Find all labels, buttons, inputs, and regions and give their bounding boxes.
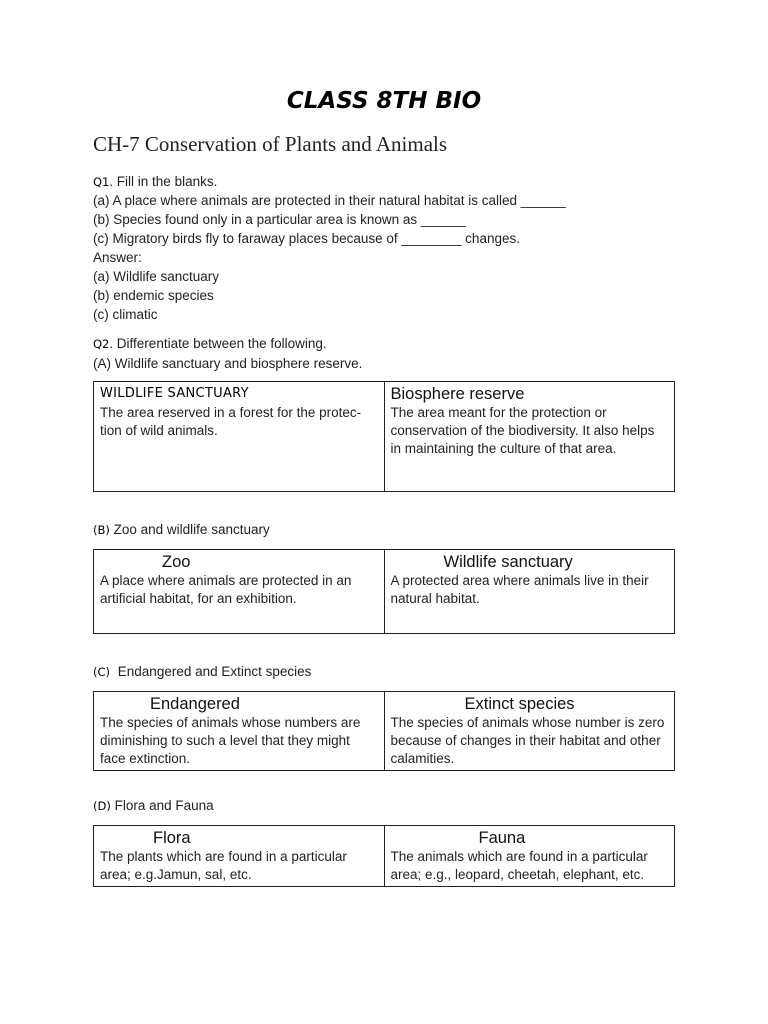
table-c-left-title: Endangered [150,695,240,713]
section-c-heading [93,662,311,682]
table-b-left-text: A place where animals are protected in an artificial habitat, for an exhibition. [100,573,352,606]
table-a-right-title: Biosphere reserve [390,385,525,403]
chapter-heading: CH-7 Conservation of Plants and Animals [93,132,448,156]
section-d-title: Flora and Fauna [114,798,214,813]
table-d-right-title: Fauna [478,829,526,847]
comparison-table-c [93,691,675,771]
table-d-right-cell [384,826,675,887]
q1-label: Q1. [93,175,114,189]
table-b-right-title: Wildlife sanctuary [443,553,573,571]
section-a-title: Wildlife sanctuary and biosphere reserve. [114,356,363,371]
q2-label: Q2. [93,337,114,351]
table-a-left-text: The area reserved in a forest for the protec-tion of wild animals. [100,405,362,438]
table-d-left-title: Flora [153,829,191,847]
section-b-title: Zoo and wildlife sanctuary [113,522,270,537]
section-a-letter: (A) [93,356,111,371]
table-c-left-text: The species of animals whose numbers are diminishing to such a level that they might face extinction. [100,715,361,766]
q1-answer-label: Answer: [93,250,142,265]
table-a-right-text: The area meant for the protection or conservation of the biodiversity. It also helps in maintaining the culture of that area. [390,405,655,456]
table-c-right-text: The species of animals whose number is zero because of changes in their habitat and other calamities. [390,715,665,766]
table-b-left-cell [94,550,385,634]
section-b-heading [93,520,270,540]
section-c-letter: (C) [93,665,111,679]
table-c-right-cell [384,692,675,771]
section-a-heading [93,354,362,373]
table-a-left-cell [94,382,385,492]
q1-answer-b: (b) endemic species [93,288,214,303]
q1-prompt: Fill in the blanks. [116,174,218,189]
table-d-right-text: The animals which are found in a particular area; e.g., leopard, cheetah, elephant, etc. [390,849,648,882]
section-d-letter: (D) [93,799,111,813]
q1-item-b: (b) Species found only in a particular area is known as ______ [93,212,466,227]
comparison-table-a [93,381,675,492]
page-title: CLASS 8TH BIO [286,88,482,114]
q1-answer-c: (c) climatic [93,307,158,322]
table-d-left-text: The plants which are found in a particular area; e.g.Jamun, sal, etc. [100,849,347,882]
q1-item-a: (a) A place where animals are protected in their natural habitat is called ______ [93,193,566,208]
table-c-left-cell [94,692,385,771]
table-d-left-cell [94,826,385,887]
q1-item-c: (c) Migratory birds fly to faraway places because of ________ changes. [93,231,520,246]
comparison-table-b [93,549,675,634]
section-c-title: Endangered and Extinct species [117,664,312,679]
comparison-table-d [93,825,675,887]
table-b-right-cell [384,550,675,634]
section-b-letter: (B) [93,523,110,537]
table-a-left-title: WILDLIFE SANCTUARY [100,386,249,401]
q1-answer-a: (a) Wildlife sanctuary [93,269,220,284]
q2-line [93,334,327,354]
table-b-left-title: Zoo [162,553,191,571]
section-d-heading [93,796,214,816]
table-c-right-title: Extinct species [464,695,575,713]
table-a-right-cell [384,382,675,492]
q1-line [93,172,217,192]
table-b-right-text: A protected area where animals live in their natural habitat. [390,573,649,606]
q2-prompt: Differentiate between the following. [116,336,327,351]
